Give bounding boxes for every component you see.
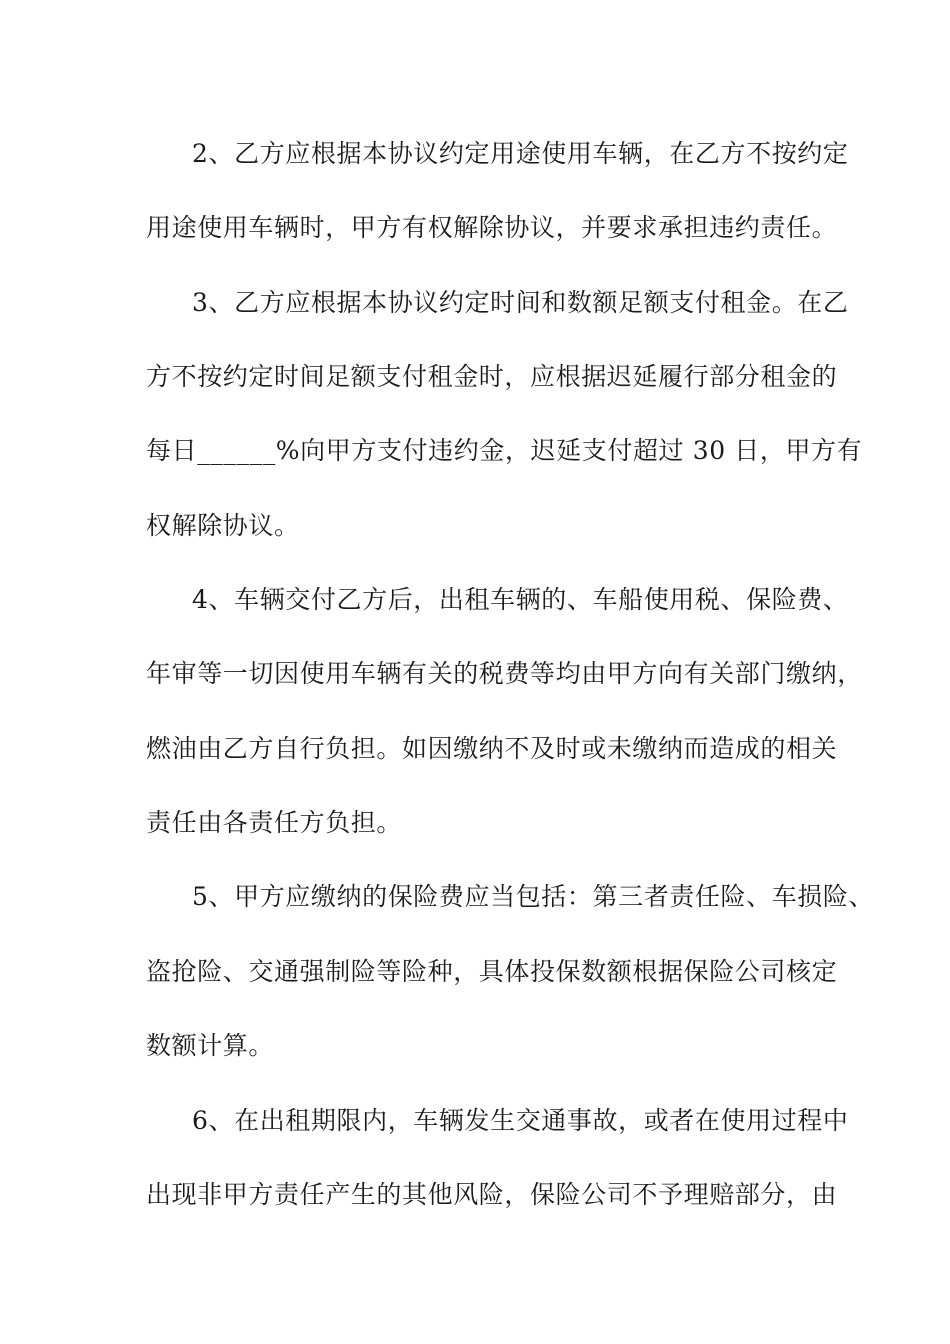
clause-3-line-2: 方不按约定时间足额支付租金时，应根据迟延履行部分租金的	[146, 362, 838, 391]
clause-5-line-2: 盗抢险、交通强制险等险种，具体投保数额根据保险公司核定	[146, 957, 838, 986]
clause-2-line-2: 用途使用车辆时，甲方有权解除协议，并要求承担违约责任。	[146, 213, 838, 242]
clause-4-line-1: 4、车辆交付乙方后，出租车辆的、车船使用税、保险费、	[192, 585, 849, 614]
clause-2-line-1: 2、乙方应根据本协议约定用途使用车辆，在乙方不按约定	[192, 139, 849, 168]
clause-4-line-3: 燃油由乙方自行负担。如因缴纳不及时或未缴纳而造成的相关	[146, 734, 838, 763]
clause-5-line-3: 数额计算。	[146, 1031, 275, 1060]
clause-4-line-2: 年审等一切因使用车辆有关的税费等均由甲方向有关部门缴纳，	[146, 659, 863, 688]
clause-6-line-1: 6、在出租期限内，车辆发生交通事故，或者在使用过程中	[192, 1106, 849, 1135]
clause-5-line-1: 5、甲方应缴纳的保险费应当包括：第三者责任险、车损险、	[192, 882, 875, 911]
clause-3-line-4: 权解除协议。	[146, 511, 300, 540]
clause-3-line-3: 每日______%向甲方支付违约金，迟延支付超过 30 日，甲方有	[146, 436, 863, 465]
clause-6-line-2: 出现非甲方责任产生的其他风险，保险公司不予理赔部分，由	[146, 1180, 838, 1209]
clause-3-line-1: 3、乙方应根据本协议约定时间和数额足额支付租金。在乙	[192, 288, 849, 317]
clause-4-line-4: 责任由各责任方负担。	[146, 808, 403, 837]
